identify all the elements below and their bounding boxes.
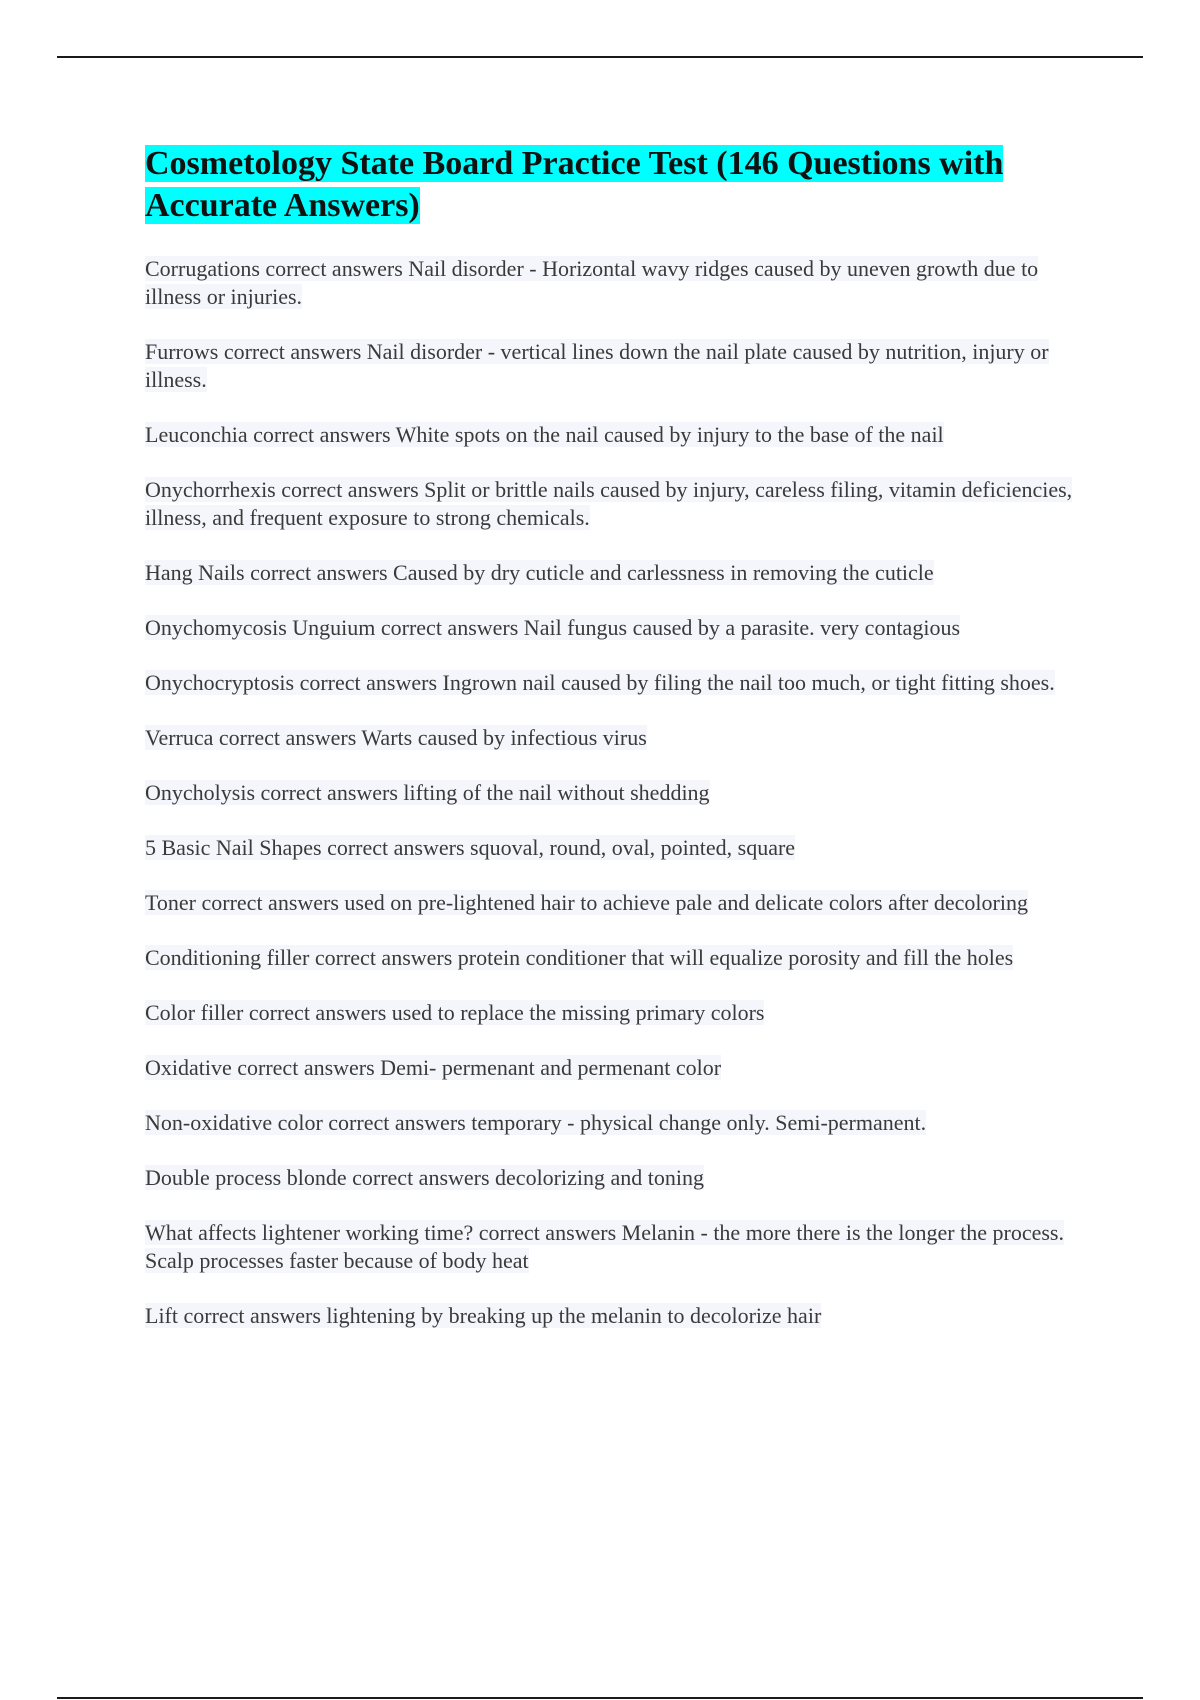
flashcard-entry	[145, 614, 1085, 642]
flashcard-entry-text: 5 Basic Nail Shapes correct answers squoval, round, oval, pointed, square	[145, 835, 796, 860]
flashcard-entry-text: Toner correct answers used on pre-lightened hair to achieve pale and delicate colors after decoloring	[145, 890, 1028, 915]
bottom-rule	[57, 1697, 1143, 1699]
flashcard-entry-text: Onychorrhexis correct answers Split or brittle nails caused by injury, careless filing, vitamin deficiencies, illness, and frequent exposure to strong chemicals.	[145, 477, 1073, 530]
flashcard-entry	[145, 779, 1085, 807]
top-rule	[57, 56, 1143, 58]
flashcard-entry	[145, 1164, 1085, 1192]
flashcard-entry-text: Onychomycosis Unguium correct answers Nail fungus caused by a parasite. very contagious	[145, 615, 960, 640]
flashcard-entry	[145, 1109, 1085, 1137]
flashcard-entry	[145, 999, 1085, 1027]
flashcard-entry-text: Onychocryptosis correct answers Ingrown nail caused by filing the nail too much, or tight fitting shoes.	[145, 670, 1055, 695]
flashcard-entry	[145, 1054, 1085, 1082]
flashcard-entry	[145, 421, 1085, 449]
flashcard-entry	[145, 834, 1085, 862]
flashcard-entry-text: Furrows correct answers Nail disorder - vertical lines down the nail plate caused by nutrition, injury or illness.	[145, 339, 1049, 392]
document-title-text: Cosmetology State Board Practice Test (146 Questions with Accurate Answers)	[145, 145, 1004, 224]
flashcard-entry	[145, 1302, 1085, 1330]
flashcard-entry	[145, 255, 1085, 311]
flashcard-entry	[145, 559, 1085, 587]
flashcard-entry-text: Color filler correct answers used to replace the missing primary colors	[145, 1000, 765, 1025]
flashcard-entry-text: Non-oxidative color correct answers temporary - physical change only. Semi-permanent.	[145, 1110, 927, 1135]
flashcard-entry-text: Verruca correct answers Warts caused by infectious virus	[145, 725, 647, 750]
flashcard-entry-text: Onycholysis correct answers lifting of the nail without shedding	[145, 780, 710, 805]
flashcard-entry	[145, 724, 1085, 752]
flashcard-entry-text: Lift correct answers lightening by breaking up the melanin to decolorize hair	[145, 1303, 822, 1328]
document-body	[145, 143, 1085, 1357]
flashcard-entry	[145, 1219, 1085, 1275]
flashcard-entry	[145, 889, 1085, 917]
flashcard-entry-text: Conditioning filler correct answers protein conditioner that will equalize porosity and fill the holes	[145, 945, 1014, 970]
flashcard-entry-text: Oxidative correct answers Demi- permenant and permenant color	[145, 1055, 722, 1080]
flashcard-entry-text: Double process blonde correct answers decolorizing and toning	[145, 1165, 704, 1190]
flashcard-entry	[145, 669, 1085, 697]
flashcard-entry	[145, 944, 1085, 972]
document-title	[145, 143, 1085, 227]
flashcard-list	[145, 255, 1085, 1330]
flashcard-entry-text: Hang Nails correct answers Caused by dry cuticle and carlessness in removing the cuticle	[145, 560, 934, 585]
flashcard-entry	[145, 476, 1085, 532]
flashcard-entry-text: Leuconchia correct answers White spots on the nail caused by injury to the base of the nail	[145, 422, 944, 447]
flashcard-entry	[145, 338, 1085, 394]
flashcard-entry-text: Corrugations correct answers Nail disorder - Horizontal wavy ridges caused by uneven growth due to illness or injuries.	[145, 256, 1039, 309]
flashcard-entry-text: What affects lightener working time? correct answers Melanin - the more there is the longer the process. Scalp processes faster because of body heat	[145, 1220, 1064, 1273]
